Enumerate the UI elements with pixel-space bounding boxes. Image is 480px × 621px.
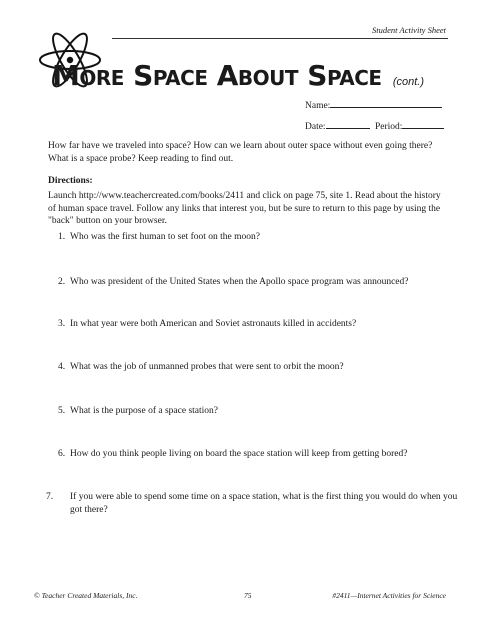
question-5 — [58, 405, 448, 418]
question-number: 6. — [58, 449, 66, 459]
question-number: 7. — [46, 492, 54, 502]
period-label: Period: — [374, 122, 403, 132]
question-text: If you were able to spend some time on a space station, what is the first thing you would do when you got there? — [70, 492, 458, 515]
title-text: More Space About Space — [52, 59, 382, 92]
question-text: Who was president of the United States when the Apollo space program was announced? — [70, 277, 409, 287]
question-number: 3. — [58, 319, 66, 329]
name-field[interactable] — [305, 98, 442, 112]
question-text: What is the purpose of a space station? — [70, 406, 218, 416]
date-line[interactable] — [326, 119, 370, 129]
question-number: 1. — [58, 232, 66, 242]
question-7 — [46, 491, 460, 516]
question-4 — [58, 361, 448, 374]
footer-publisher: © Teacher Created Materials, Inc. — [34, 591, 138, 600]
date-label: Date: — [305, 122, 326, 132]
directions-paragraph: Launch http://www.teachercreated.com/books/2411 and click on page 75, site 1. Read about the history of human space travel. Follow any links that interest you, but be sure to return to this page by using the "back" button on your browser. — [48, 191, 441, 226]
question-text: What was the job of unmanned probes that were sent to orbit the moon? — [70, 362, 344, 372]
question-number: 4. — [58, 362, 66, 372]
question-2 — [58, 276, 448, 289]
header-rule — [112, 38, 448, 39]
question-text: In what year were both American and Soviet astronauts killed in accidents? — [70, 319, 357, 329]
question-1 — [58, 231, 448, 244]
question-text: Who was the first human to set foot on the moon? — [70, 232, 260, 242]
page-title — [52, 60, 462, 98]
period-line[interactable] — [402, 119, 444, 129]
question-number: 5. — [58, 406, 66, 416]
directions-heading: Directions: — [48, 176, 93, 186]
question-6 — [58, 448, 448, 461]
title-suffix: (cont.) — [392, 76, 425, 88]
footer-book: #2411—Internet Activities for Science — [332, 591, 446, 600]
name-label: Name: — [305, 101, 331, 111]
question-number: 2. — [58, 277, 66, 287]
name-line[interactable] — [330, 98, 442, 108]
intro-paragraph: How far have we traveled into space? How can we learn about outer space without even going there? What is a space probe? Keep reading to find out. — [48, 141, 433, 164]
question-text: How do you think people living on board the space station will keep from getting bored? — [70, 449, 408, 459]
sheet-type-label: Student Activity Sheet — [372, 25, 446, 35]
question-3 — [58, 318, 448, 331]
date-period-row — [305, 119, 444, 133]
footer-page-number: 75 — [244, 591, 252, 600]
